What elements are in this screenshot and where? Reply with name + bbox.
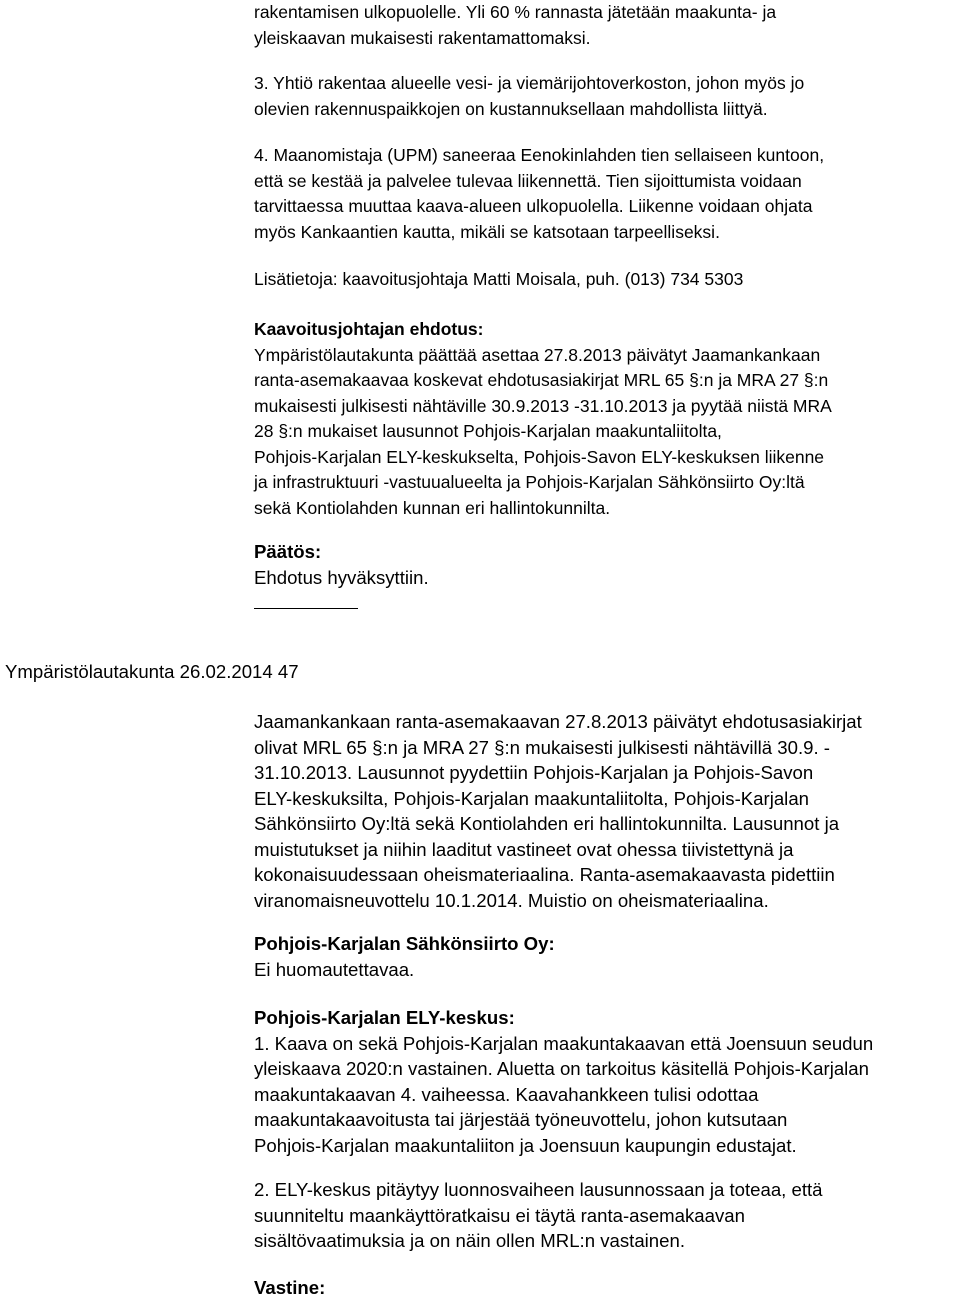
text-line: ranta-asemakaavaa koskevat ehdotusasiakirjat MRL 65 §:n ja MRA 27 §:n bbox=[254, 370, 829, 390]
sahkonsiirto-section bbox=[254, 931, 958, 982]
text-line: 28 §:n mukaiset lausunnot Pohjois-Karjalan maakuntaliitolta, bbox=[254, 421, 722, 441]
ely-section bbox=[254, 1005, 958, 1158]
contact-info bbox=[254, 267, 958, 293]
text-line: olevien rakennuspaikkojen on kustannuksellaan mahdollista liittyä. bbox=[254, 98, 768, 119]
separator-line bbox=[254, 608, 358, 609]
text-line: ja infrastruktuuri -vastuualueelta ja Pohjois-Karjalan Sähkönsiirto Oy:ltä bbox=[254, 472, 805, 492]
meeting-heading: Ympäristölautakunta 26.02.2014 47 bbox=[5, 661, 299, 682]
decision-section bbox=[254, 539, 958, 590]
text-line: suunniteltu maankäyttöratkaisu ei täytä ranta-asemakaavan bbox=[254, 1204, 745, 1226]
text-line: Pohjois-Karjalan ELY-keskukselta, Pohjois-Savon ELY-keskuksen liikenne bbox=[254, 446, 825, 467]
paragraph-shoreline bbox=[254, 0, 958, 51]
text-line: sekä Kontiolahden kunnan eri hallintokunnilta. bbox=[254, 497, 611, 518]
text-line: viranomaisneuvottelu 10.1.2014. Muistio on oheismateriaalina. bbox=[254, 889, 769, 911]
text-line: Ympäristölautakunta päättää asettaa 27.8.2013 päivätyt Jaamankankaan bbox=[254, 344, 821, 365]
sahkonsiirto-heading: Pohjois-Karjalan Sähkönsiirto Oy: bbox=[254, 933, 555, 954]
text-line: 31.10.2013. Lausunnot pyydettiin Pohjois-Karjalan ja Pohjois-Savon bbox=[254, 762, 814, 783]
text-line: muistutukset ja niihin laaditut vastineet ovat ohessa tiivistettynä ja bbox=[254, 838, 794, 860]
text-line: maakuntakaavoitusta tai järjestää työneuvottelu, johon kutsutaan bbox=[254, 1109, 788, 1130]
text-line: yleiskaavan mukaisesti rakentamattomaksi. bbox=[254, 27, 591, 48]
text-line: kokonaisuudessaan oheismateriaalina. Ranta-asemakaavasta pidettiin bbox=[254, 864, 835, 885]
text-line: sisältövaatimuksia ja on näin ollen MRL:n vastainen. bbox=[254, 1230, 685, 1251]
text-line: rakentamisen ulkopuolelle. Yli 60 % rannasta jätetään maakunta- ja bbox=[254, 2, 777, 22]
proposal-heading: Kaavoitusjohtajan ehdotus: bbox=[254, 319, 484, 339]
text-line: 3. Yhtiö rakentaa alueelle vesi- ja viemärijohtoverkoston, johon myös jo bbox=[254, 73, 805, 93]
text-line: ELY-keskuksilta, Pohjois-Karjalan maakuntaliitolta, Pohjois-Karjalan bbox=[254, 787, 809, 809]
text-line: Sähkönsiirto Oy:ltä sekä Kontiolahden eri hallintokunnilta. Lausunnot ja bbox=[254, 813, 840, 834]
text-line: myös Kankaantien kautta, mikäli se katsotaan tarpeelliseksi. bbox=[254, 221, 720, 242]
ely-heading: Pohjois-Karjalan ELY-keskus: bbox=[254, 1007, 515, 1028]
decision-heading: Päätös: bbox=[254, 541, 322, 562]
text-line: Pohjois-Karjalan maakuntaliiton ja Joensuun kaupungin edustajat. bbox=[254, 1134, 797, 1156]
text-line: mukaisesti julkisesti nähtäville 30.9.2013 -31.10.2013 ja pyytää niistä MRA bbox=[254, 395, 832, 416]
text-line: yleiskaava 2020:n vastainen. Aluetta on tarkoitus käsitellä Pohjois-Karjalan bbox=[254, 1058, 869, 1079]
response-section bbox=[254, 1275, 958, 1301]
proposal-section bbox=[254, 317, 958, 521]
contact-line: Lisätietoja: kaavoitusjohtaja Matti Moisala, puh. (013) 734 5303 bbox=[254, 269, 744, 289]
text-line: että se kestää ja palvelee tulevaa liikennettä. Tien sijoittumista voidaan bbox=[254, 170, 802, 191]
decision-text: Ehdotus hyväksyttiin. bbox=[254, 566, 429, 588]
paragraph-item-4 bbox=[254, 143, 958, 245]
summary-section bbox=[254, 709, 958, 913]
text-line: 1. Kaava on sekä Pohjois-Karjalan maakuntakaavan että Joensuun seudun bbox=[254, 1032, 874, 1054]
text-line: 4. Maanomistaja (UPM) saneeraa Eenokinlahden tien sellaiseen kuntoon, bbox=[254, 145, 825, 165]
ely-item-2 bbox=[254, 1177, 958, 1254]
response-heading: Vastine: bbox=[254, 1277, 326, 1298]
text-line: 2. ELY-keskus pitäytyy luonnosvaiheen lausunnossaan ja toteaa, että bbox=[254, 1179, 823, 1200]
text-line: Jaamankankaan ranta-asemakaavan 27.8.2013 päivätyt ehdotusasiakirjat bbox=[254, 711, 862, 732]
text-line: maakuntakaavan 4. vaiheessa. Kaavahankkeen tulisi odottaa bbox=[254, 1083, 759, 1105]
sahkonsiirto-text: Ei huomautettavaa. bbox=[254, 958, 415, 980]
paragraph-item-3 bbox=[254, 71, 958, 122]
text-line: tarvittaessa muuttaa kaava-alueen ulkopuolella. Liikenne voidaan ohjata bbox=[254, 196, 813, 216]
text-line: olivat MRL 65 §:n ja MRA 27 §:n mukaisesti julkisesti nähtävillä 30.9. - bbox=[254, 736, 830, 758]
